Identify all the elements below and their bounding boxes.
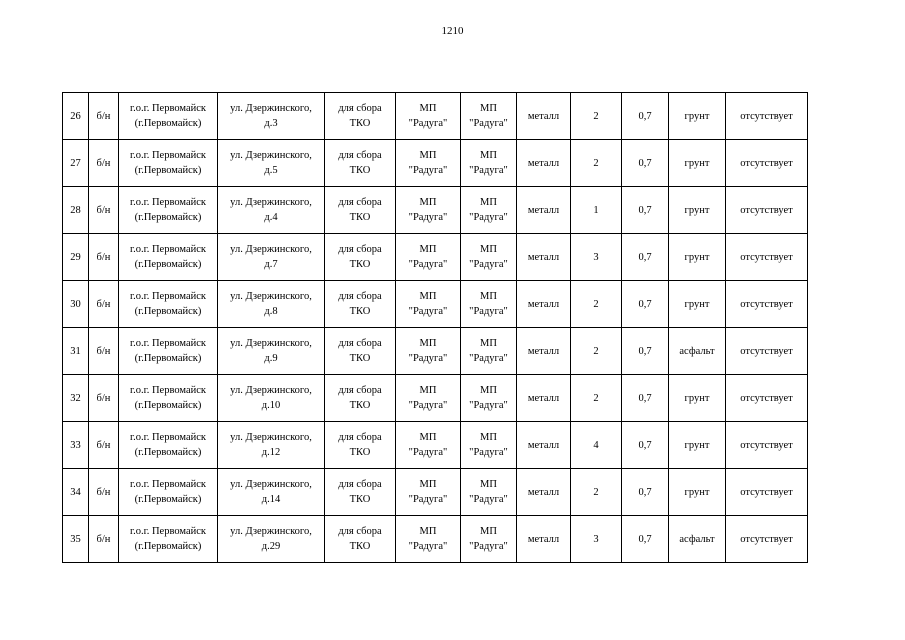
cell-fence: отсутствует [726, 234, 808, 281]
cell-operator-line: "Радуга" [469, 541, 508, 552]
cell-registry-number: б/н [89, 187, 119, 234]
cell-address-line: д.10 [261, 400, 281, 411]
cell-operator-line: "Радуга" [469, 118, 508, 129]
cell-owner-line: "Радуга" [408, 353, 448, 364]
cell-row-number: 26 [63, 93, 89, 140]
cell-purpose-line: ТКО [349, 212, 371, 223]
cell-address-line: ул. Дзержинского, [230, 150, 312, 161]
cell-locality-line: г.о.г. Первомайск [129, 197, 207, 208]
cell-owner-line: МП [419, 150, 437, 161]
cell-purpose [325, 469, 396, 516]
cell-locality [119, 516, 218, 563]
cell-fence: отсутствует [726, 281, 808, 328]
cell-surface: асфальт [669, 516, 726, 563]
cell-address-line: д.29 [261, 541, 281, 552]
cell-locality-line: (г.Первомайск) [134, 447, 202, 458]
cell-owner-line: МП [419, 338, 437, 349]
cell-operator [461, 375, 517, 422]
table-row [63, 140, 808, 187]
cell-fence: отсутствует [726, 93, 808, 140]
cell-owner-line: "Радуга" [408, 165, 448, 176]
cell-locality [119, 469, 218, 516]
cell-locality-line: (г.Первомайск) [134, 541, 202, 552]
cell-owner-line: МП [419, 197, 437, 208]
table-row [63, 375, 808, 422]
cell-purpose [325, 422, 396, 469]
cell-row-number: 31 [63, 328, 89, 375]
cell-address-line: д.12 [261, 447, 281, 458]
cell-row-number: 29 [63, 234, 89, 281]
cell-owner [396, 328, 461, 375]
cell-locality-line: г.о.г. Первомайск [129, 291, 207, 302]
table-row [63, 93, 808, 140]
table-row [63, 469, 808, 516]
cell-purpose-line: ТКО [349, 118, 371, 129]
cell-purpose-line: для сбора [338, 197, 382, 208]
cell-address-line: ул. Дзержинского, [230, 479, 312, 490]
cell-purpose-line: для сбора [338, 338, 382, 349]
cell-purpose-line: ТКО [349, 259, 371, 270]
cell-operator-line: МП [480, 432, 497, 443]
cell-registry-number: б/н [89, 516, 119, 563]
cell-operator [461, 93, 517, 140]
cell-purpose [325, 140, 396, 187]
cell-owner-line: "Радуга" [408, 212, 448, 223]
cell-owner-line: МП [419, 479, 437, 490]
cell-registry-number: б/н [89, 93, 119, 140]
cell-address-line: д.7 [264, 259, 278, 270]
cell-address [218, 234, 325, 281]
cell-address-line: д.3 [264, 118, 278, 129]
table-row [63, 328, 808, 375]
cell-purpose-line: ТКО [349, 447, 371, 458]
cell-surface: грунт [669, 93, 726, 140]
cell-operator-line: МП [480, 103, 497, 114]
cell-owner-line: "Радуга" [408, 259, 448, 270]
cell-operator-line: МП [480, 479, 497, 490]
table-row [63, 281, 808, 328]
cell-owner [396, 516, 461, 563]
cell-locality [119, 140, 218, 187]
cell-owner-line: "Радуга" [408, 494, 448, 505]
cell-fence: отсутствует [726, 375, 808, 422]
cell-registry-number: б/н [89, 375, 119, 422]
cell-owner [396, 469, 461, 516]
cell-operator-line: "Радуга" [469, 259, 508, 270]
cell-material: металл [517, 140, 571, 187]
cell-address [218, 140, 325, 187]
cell-purpose [325, 234, 396, 281]
cell-owner [396, 281, 461, 328]
cell-operator-line: "Радуга" [469, 400, 508, 411]
cell-locality-line: (г.Первомайск) [134, 306, 202, 317]
cell-surface: грунт [669, 469, 726, 516]
cell-container-volume: 0,7 [622, 93, 669, 140]
cell-operator-line: МП [480, 291, 497, 302]
cell-owner [396, 375, 461, 422]
cell-locality-line: г.о.г. Первомайск [129, 338, 207, 349]
cell-address-line: д.9 [264, 353, 278, 364]
cell-container-count: 2 [571, 469, 622, 516]
cell-address [218, 281, 325, 328]
cell-operator-line: МП [480, 526, 497, 537]
cell-purpose-line: для сбора [338, 291, 382, 302]
cell-address [218, 187, 325, 234]
cell-operator-line: "Радуга" [469, 165, 508, 176]
cell-material: металл [517, 281, 571, 328]
cell-locality-line: (г.Первомайск) [134, 400, 202, 411]
cell-container-count: 3 [571, 234, 622, 281]
cell-operator-line: "Радуга" [469, 306, 508, 317]
cell-purpose-line: ТКО [349, 306, 371, 317]
cell-operator [461, 187, 517, 234]
cell-operator [461, 281, 517, 328]
cell-container-volume: 0,7 [622, 234, 669, 281]
cell-fence: отсутствует [726, 140, 808, 187]
cell-owner-line: МП [419, 526, 437, 537]
cell-material: металл [517, 234, 571, 281]
cell-purpose-line: ТКО [349, 541, 371, 552]
cell-address [218, 469, 325, 516]
cell-owner [396, 187, 461, 234]
cell-purpose-line: ТКО [349, 165, 371, 176]
cell-container-count: 2 [571, 140, 622, 187]
cell-operator [461, 469, 517, 516]
cell-address-line: д.5 [264, 165, 278, 176]
cell-row-number: 34 [63, 469, 89, 516]
cell-operator [461, 516, 517, 563]
cell-operator-line: "Радуга" [469, 447, 508, 458]
cell-address-line: ул. Дзержинского, [230, 197, 312, 208]
cell-fence: отсутствует [726, 516, 808, 563]
cell-surface: асфальт [669, 328, 726, 375]
table-body [63, 93, 808, 563]
cell-purpose-line: ТКО [349, 353, 371, 364]
cell-owner-line: МП [419, 244, 437, 255]
cell-container-volume: 0,7 [622, 328, 669, 375]
cell-container-count: 2 [571, 281, 622, 328]
cell-locality [119, 281, 218, 328]
cell-operator-line: "Радуга" [469, 494, 508, 505]
cell-purpose [325, 375, 396, 422]
cell-address-line: ул. Дзержинского, [230, 103, 312, 114]
cell-registry-number: б/н [89, 140, 119, 187]
cell-owner-line: МП [419, 432, 437, 443]
cell-owner [396, 422, 461, 469]
cell-owner [396, 234, 461, 281]
cell-surface: грунт [669, 422, 726, 469]
cell-row-number: 33 [63, 422, 89, 469]
cell-owner-line: МП [419, 291, 437, 302]
cell-fence: отсутствует [726, 328, 808, 375]
cell-material: металл [517, 93, 571, 140]
table-row [63, 187, 808, 234]
cell-surface: грунт [669, 375, 726, 422]
cell-surface: грунт [669, 281, 726, 328]
cell-container-count: 2 [571, 328, 622, 375]
cell-row-number: 27 [63, 140, 89, 187]
cell-purpose-line: для сбора [338, 385, 382, 396]
cell-material: металл [517, 422, 571, 469]
cell-surface: грунт [669, 140, 726, 187]
cell-surface: грунт [669, 234, 726, 281]
cell-address [218, 422, 325, 469]
cell-row-number: 28 [63, 187, 89, 234]
cell-operator-line: "Радуга" [469, 212, 508, 223]
cell-owner-line: "Радуга" [408, 118, 448, 129]
cell-purpose [325, 93, 396, 140]
cell-locality-line: г.о.г. Первомайск [129, 526, 207, 537]
cell-material: металл [517, 516, 571, 563]
cell-locality-line: (г.Первомайск) [134, 353, 202, 364]
cell-owner [396, 93, 461, 140]
table-row [63, 234, 808, 281]
cell-address-line: д.4 [264, 212, 278, 223]
cell-locality [119, 422, 218, 469]
cell-locality-line: г.о.г. Первомайск [129, 150, 207, 161]
cell-row-number: 35 [63, 516, 89, 563]
cell-container-volume: 0,7 [622, 187, 669, 234]
cell-address-line: ул. Дзержинского, [230, 432, 312, 443]
cell-row-number: 32 [63, 375, 89, 422]
cell-locality-line: (г.Первомайск) [134, 118, 202, 129]
cell-operator [461, 140, 517, 187]
cell-address [218, 93, 325, 140]
cell-fence: отсутствует [726, 187, 808, 234]
cell-locality-line: (г.Первомайск) [134, 212, 202, 223]
cell-locality-line: (г.Первомайск) [134, 494, 202, 505]
cell-fence: отсутствует [726, 469, 808, 516]
cell-material: металл [517, 469, 571, 516]
cell-locality-line: г.о.г. Первомайск [129, 103, 207, 114]
cell-operator-line: МП [480, 197, 497, 208]
cell-owner-line: МП [419, 103, 437, 114]
cell-address [218, 375, 325, 422]
cell-container-volume: 0,7 [622, 422, 669, 469]
cell-registry-number: б/н [89, 234, 119, 281]
cell-purpose-line: ТКО [349, 400, 371, 411]
cell-purpose-line: для сбора [338, 103, 382, 114]
cell-container-volume: 0,7 [622, 469, 669, 516]
cell-operator-line: МП [480, 150, 497, 161]
cell-purpose-line: для сбора [338, 526, 382, 537]
cell-address [218, 516, 325, 563]
cell-owner-line: "Радуга" [408, 306, 448, 317]
cell-purpose-line: для сбора [338, 479, 382, 490]
cell-address-line: д.8 [264, 306, 278, 317]
cell-fence: отсутствует [726, 422, 808, 469]
cell-container-volume: 0,7 [622, 516, 669, 563]
cell-owner-line: МП [419, 385, 437, 396]
cell-address-line: ул. Дзержинского, [230, 244, 312, 255]
cell-purpose [325, 328, 396, 375]
cell-operator [461, 422, 517, 469]
cell-operator-line: МП [480, 244, 497, 255]
cell-material: металл [517, 328, 571, 375]
cell-locality [119, 93, 218, 140]
cell-operator-line: "Радуга" [469, 353, 508, 364]
cell-purpose-line: для сбора [338, 432, 382, 443]
cell-address-line: ул. Дзержинского, [230, 526, 312, 537]
cell-material: металл [517, 187, 571, 234]
cell-operator-line: МП [480, 338, 497, 349]
cell-registry-number: б/н [89, 422, 119, 469]
cell-owner [396, 140, 461, 187]
cell-container-volume: 0,7 [622, 140, 669, 187]
cell-purpose [325, 187, 396, 234]
cell-locality [119, 375, 218, 422]
cell-address-line: ул. Дзержинского, [230, 385, 312, 396]
cell-locality [119, 328, 218, 375]
cell-address-line: д.14 [261, 494, 281, 505]
cell-locality-line: (г.Первомайск) [134, 165, 202, 176]
cell-container-count: 2 [571, 93, 622, 140]
cell-owner-line: "Радуга" [408, 447, 448, 458]
cell-purpose-line: для сбора [338, 150, 382, 161]
cell-registry-number: б/н [89, 328, 119, 375]
cell-locality [119, 187, 218, 234]
cell-operator-line: МП [480, 385, 497, 396]
cell-row-number: 30 [63, 281, 89, 328]
cell-address [218, 328, 325, 375]
cell-container-count: 4 [571, 422, 622, 469]
cell-address-line: ул. Дзержинского, [230, 338, 312, 349]
cell-owner-line: "Радуга" [408, 541, 448, 552]
cell-locality [119, 234, 218, 281]
cell-locality-line: (г.Первомайск) [134, 259, 202, 270]
cell-locality-line: г.о.г. Первомайск [129, 479, 207, 490]
cell-purpose [325, 281, 396, 328]
container-sites-table [62, 92, 808, 563]
cell-surface: грунт [669, 187, 726, 234]
cell-registry-number: б/н [89, 469, 119, 516]
cell-container-count: 1 [571, 187, 622, 234]
cell-material: металл [517, 375, 571, 422]
cell-container-volume: 0,7 [622, 281, 669, 328]
cell-locality-line: г.о.г. Первомайск [129, 385, 207, 396]
table-row [63, 422, 808, 469]
cell-locality-line: г.о.г. Первомайск [129, 432, 207, 443]
cell-container-volume: 0,7 [622, 375, 669, 422]
page-number: 1210 [441, 25, 464, 37]
cell-purpose-line: для сбора [338, 244, 382, 255]
cell-operator [461, 328, 517, 375]
cell-address-line: ул. Дзержинского, [230, 291, 312, 302]
cell-owner-line: "Радуга" [408, 400, 448, 411]
cell-container-count: 2 [571, 375, 622, 422]
cell-locality-line: г.о.г. Первомайск [129, 244, 207, 255]
cell-purpose-line: ТКО [349, 494, 371, 505]
cell-purpose [325, 516, 396, 563]
cell-registry-number: б/н [89, 281, 119, 328]
table-row [63, 516, 808, 563]
cell-operator [461, 234, 517, 281]
cell-container-count: 3 [571, 516, 622, 563]
